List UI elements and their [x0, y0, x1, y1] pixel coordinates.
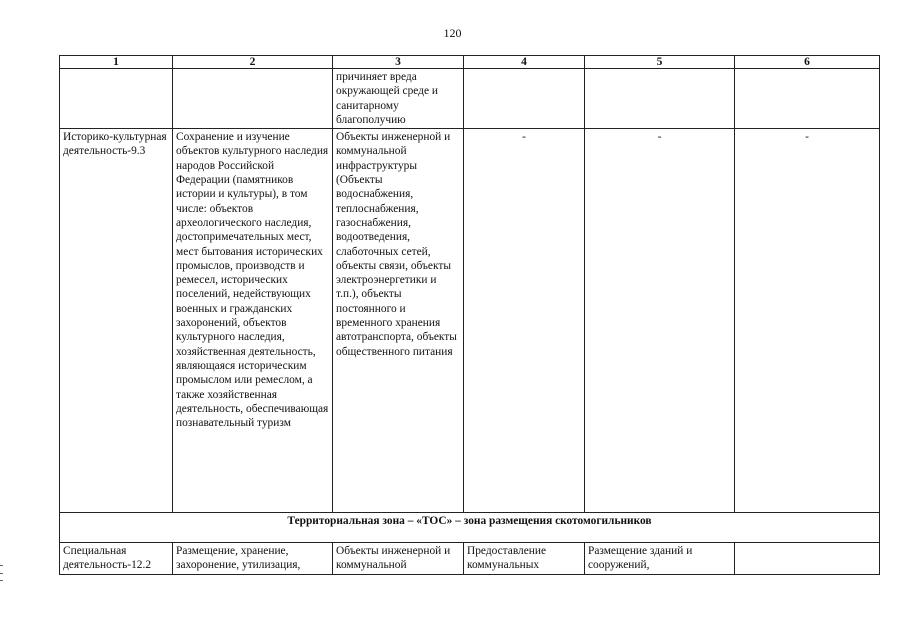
page-number: 120 [443, 26, 462, 40]
table-cell: - [735, 129, 880, 513]
table-cell: Объекты инженерной и коммунальной инфраструктуры (Объекты водоснабжения, теплоснабжения, газоснабжения, водоотведения, слаботочных сетей, объекты связи, объекты электроэнергетики и т.п.), объекты постоянного и временного хранения автотранспорта, объекты общественного питания [333, 129, 464, 513]
table-cell: Историко-культурная деятельность-9.3 [60, 129, 173, 513]
regulations-table [59, 55, 880, 575]
table-cell: Объекты инженерной и коммунальной [333, 543, 464, 575]
table-row [60, 129, 880, 513]
scan-edge-mark [0, 580, 3, 581]
table-cell [735, 543, 880, 575]
zone-title-row [60, 513, 880, 543]
scan-edge-mark [0, 565, 3, 566]
table-cell: Специальная деятельность-12.2 [60, 543, 173, 575]
column-header-1: 1 [60, 56, 173, 69]
table-cell [585, 69, 735, 129]
column-header-3: 3 [333, 56, 464, 69]
table-cell: Сохранение и изучение объектов культурного наследия народов Российской Федерации (памятников истории и культуры), в том числе: объектов археологического наследия, достопримечательных мест, мест бытования исторических промыслов, производств и ремесел, исторических поселений, недействующих военных и гражданских захоронений, объектов культурного наследия, хозяйственная деятельность, являющаяся историческим промыслом или ремеслом, а также хозяйственная деятельность, обеспечивающая познавательный туризм [173, 129, 333, 513]
zone-title: Территориальная зона – «ТОС» – зона размещения скотомогильников [60, 513, 880, 543]
table-row [60, 543, 880, 575]
column-header-5: 5 [585, 56, 735, 69]
column-header-2: 2 [173, 56, 333, 69]
table-cell: Предоставление коммунальных [464, 543, 585, 575]
table-cell: Размещение зданий и сооружений, [585, 543, 735, 575]
table-cell: - [464, 129, 585, 513]
table-header-row [60, 56, 880, 69]
column-header-4: 4 [464, 56, 585, 69]
table-cell: - [585, 129, 735, 513]
table-cell [173, 69, 333, 129]
scan-edge-mark [0, 573, 3, 574]
table-cell: Размещение, хранение, захоронение, утилизация, [173, 543, 333, 575]
table-cell [60, 69, 173, 129]
column-header-6: 6 [735, 56, 880, 69]
table-row [60, 69, 880, 129]
table-cell: причиняет вреда окружающей среде и санитарному благополучию [333, 69, 464, 129]
table-cell [735, 69, 880, 129]
table-cell [464, 69, 585, 129]
